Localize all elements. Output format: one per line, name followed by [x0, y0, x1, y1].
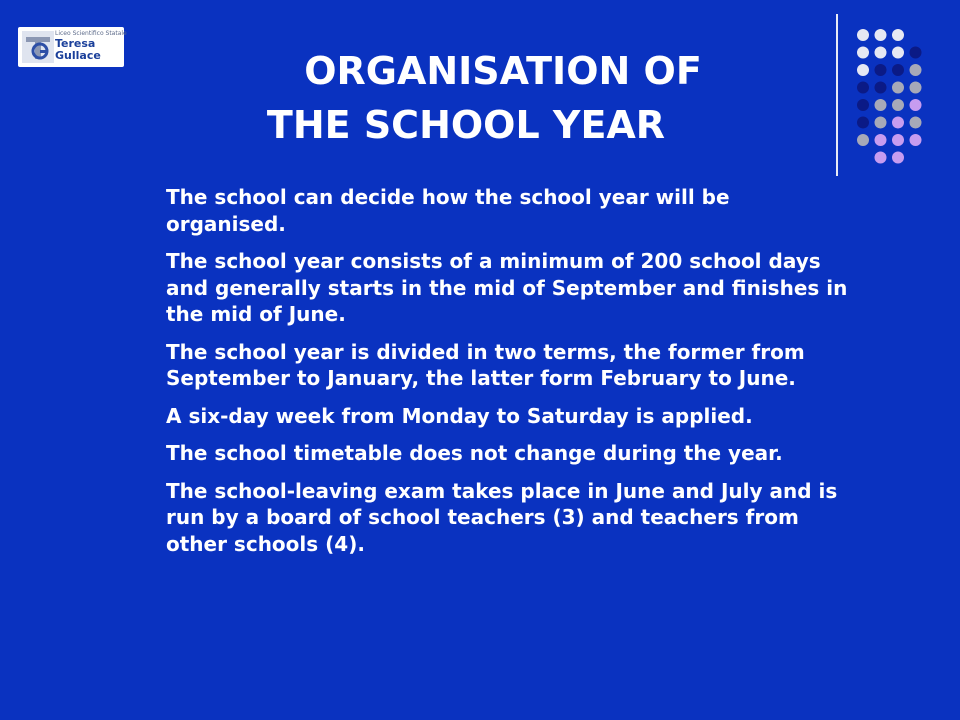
decorative-dot [857, 99, 869, 111]
decorative-dot [892, 82, 904, 94]
decorative-dot [875, 99, 887, 111]
paragraph-exam: The school-leaving exam takes place in June and July and is run by a board of school teachers (3) and teachers from other schools (4). [166, 478, 838, 556]
decorative-dot [875, 29, 887, 41]
slide-title [150, 44, 820, 152]
logo-name-line2: Gullace [55, 49, 101, 62]
decorative-dot [875, 82, 887, 94]
decorative-dot [875, 152, 887, 164]
slide-title-line2: THE SCHOOL YEAR [266, 103, 666, 147]
paragraph-terms: The school year is divided in two terms, the former from September to January, the latter form February to June. [166, 339, 805, 390]
slide-body [166, 184, 856, 568]
paragraph-school-days: The school year consists of a minimum of 200 school days and generally starts in the mid of September and finishes in the mid of June. [166, 249, 848, 326]
decorative-dot [892, 117, 904, 129]
decorative-dot [910, 47, 922, 59]
decorative-dot [857, 117, 869, 129]
decorative-dot [910, 134, 922, 146]
decorative-dot [910, 64, 922, 76]
decorative-dot [892, 152, 904, 164]
decorative-dot [892, 134, 904, 146]
decorative-dot [892, 64, 904, 76]
decorative-dot [875, 134, 887, 146]
decorative-dot [857, 82, 869, 94]
decorative-dot [857, 64, 869, 76]
decorative-dot [910, 82, 922, 94]
school-logo-icon [22, 31, 54, 63]
decorative-dot [910, 117, 922, 129]
paragraph-timetable: The school timetable does not change during the year. [166, 441, 783, 465]
decorative-dot [892, 99, 904, 111]
logo-school-name [55, 38, 101, 62]
decorative-dot [857, 29, 869, 41]
slide-title-line1: ORGANISATION OF [304, 49, 702, 93]
decorative-dot [875, 117, 887, 129]
decorative-dot [910, 99, 922, 111]
logo-name-line1: Teresa [55, 37, 96, 50]
decorative-dot [875, 64, 887, 76]
decorative-dot [875, 47, 887, 59]
logo-school-type: Liceo Scientifico Statale [55, 30, 127, 37]
decorative-dot [857, 47, 869, 59]
paragraph-organisation: The school can decide how the school year will be organised. [166, 185, 730, 236]
school-logo [18, 27, 127, 67]
decorative-dot [892, 29, 904, 41]
decorative-dot [892, 47, 904, 59]
vertical-divider [836, 14, 838, 176]
paragraph-six-day-week: A six-day week from Monday to Saturday is applied. [166, 403, 753, 428]
decorative-dot [857, 134, 869, 146]
